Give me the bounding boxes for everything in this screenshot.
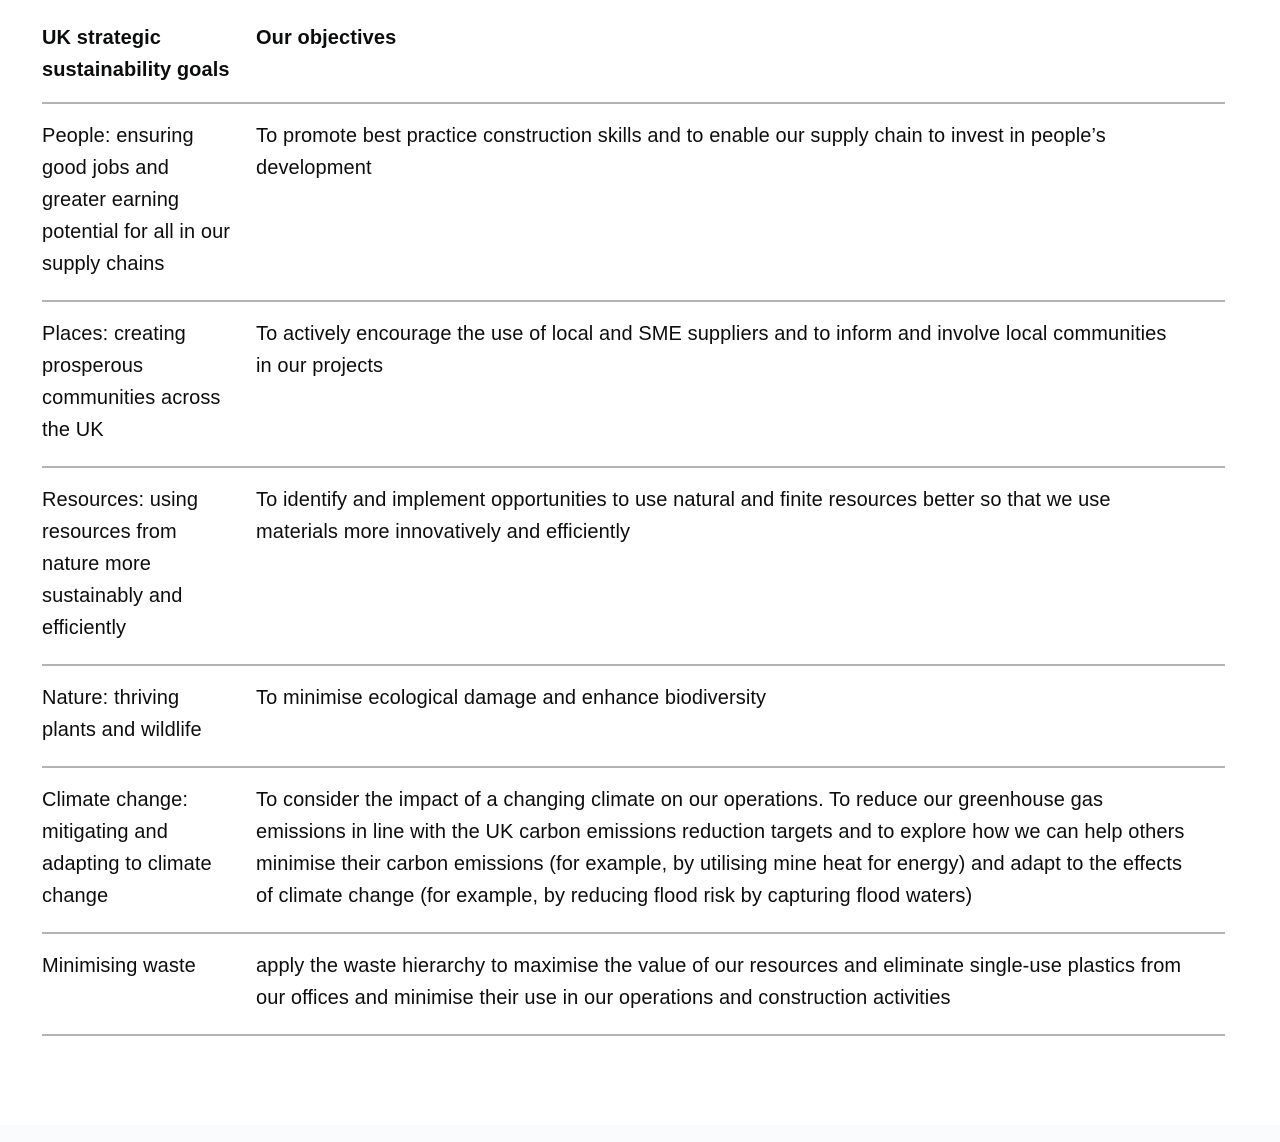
- goal-cell: Minimising waste: [42, 933, 256, 1035]
- objective-cell: To identify and implement opportunities to use natural and finite resources better so that we use materials more innovatively and efficiently: [256, 467, 1225, 665]
- objective-cell: To promote best practice construction skills and to enable our supply chain to invest in people’s development: [256, 103, 1225, 301]
- objective-cell: To actively encourage the use of local and SME suppliers and to inform and involve local communities in our projects: [256, 301, 1225, 467]
- table-row: [42, 933, 1225, 1035]
- table-row: [42, 767, 1225, 933]
- table-row: [42, 103, 1225, 301]
- objective-cell: apply the waste hierarchy to maximise the value of our resources and eliminate single-use plastics from our offices and minimise their use in our operations and construction activities: [256, 933, 1225, 1035]
- header-row: [42, 14, 1225, 103]
- column-header-goals: UK strategic sustainability goals: [42, 14, 256, 103]
- column-header-objectives: Our objectives: [256, 14, 1225, 103]
- goal-cell: Places: creating prosperous communities across the UK: [42, 301, 256, 467]
- table-row: [42, 665, 1225, 767]
- sustainability-goals-table: [42, 14, 1225, 1036]
- goal-cell: Resources: using resources from nature more sustainably and efficiently: [42, 467, 256, 665]
- goal-cell: Nature: thriving plants and wildlife: [42, 665, 256, 767]
- table-row: [42, 467, 1225, 665]
- page-bottom-edge: [0, 1125, 1280, 1142]
- goal-cell: People: ensuring good jobs and greater earning potential for all in our supply chains: [42, 103, 256, 301]
- objective-cell: To consider the impact of a changing climate on our operations. To reduce our greenhouse gas emissions in line with the UK carbon emissions reduction targets and to explore how we can help others minimise their carbon emissions (for example, by utilising mine heat for energy) and adapt to the effects of climate change (for example, by reducing flood risk by capturing flood waters): [256, 767, 1225, 933]
- table-row: [42, 301, 1225, 467]
- goal-cell: Climate change: mitigating and adapting to climate change: [42, 767, 256, 933]
- objective-cell: To minimise ecological damage and enhance biodiversity: [256, 665, 1225, 767]
